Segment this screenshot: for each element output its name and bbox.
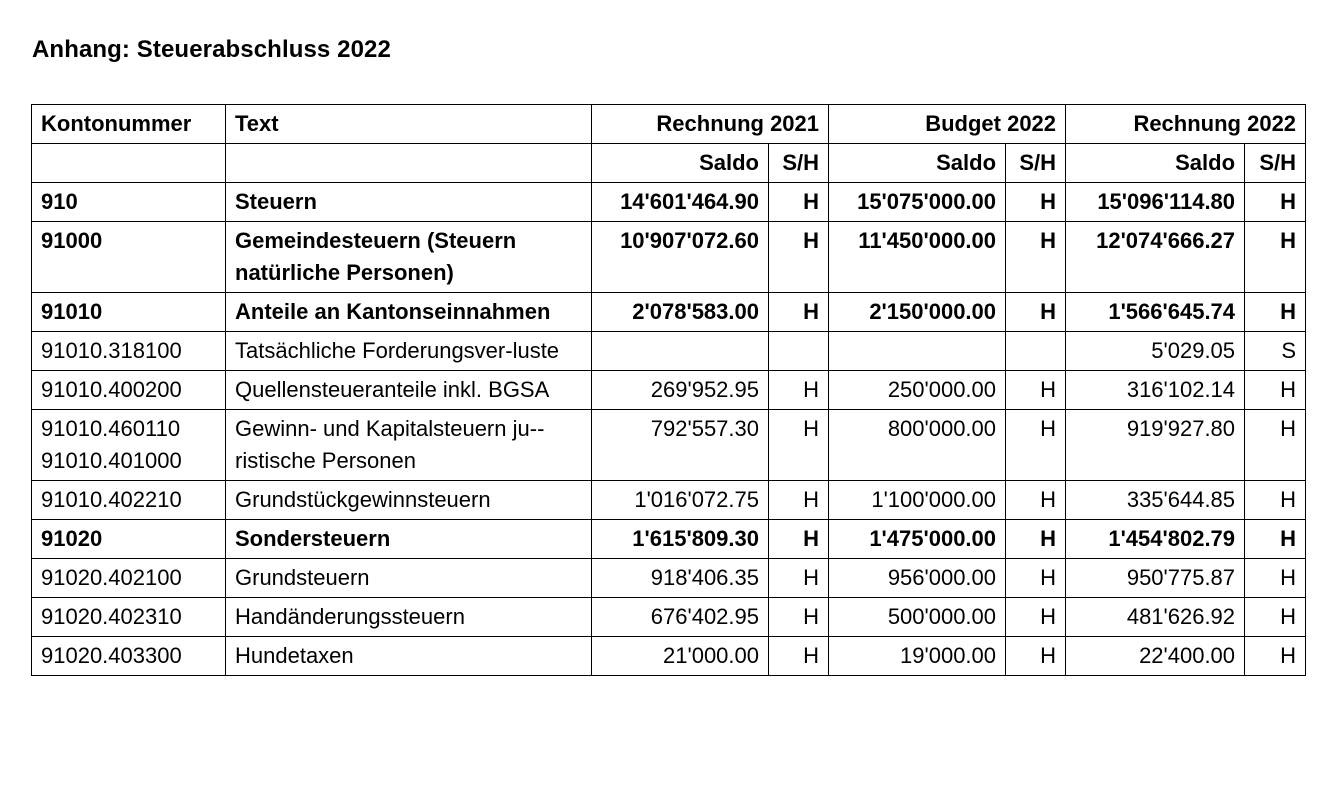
cell-budget-2022-saldo: 1'100'000.00 <box>829 481 1006 520</box>
cell-budget-2022-saldo: 956'000.00 <box>829 559 1006 598</box>
column-header-rechnung-2021: Rechnung 2021 <box>592 105 829 144</box>
cell-budget-2022-saldo: 11'450'000.00 <box>829 222 1006 293</box>
cell-rechnung-2021-sh: H <box>769 598 829 637</box>
subheader-saldo: Saldo <box>1066 144 1245 183</box>
cell-rechnung-2021-sh: H <box>769 559 829 598</box>
cell-rechnung-2022-sh: H <box>1245 637 1306 676</box>
cell-text: Gewinn- und Kapitalsteuern ju-ristische Personen <box>226 410 592 481</box>
cell-budget-2022-saldo: 1'475'000.00 <box>829 520 1006 559</box>
cell-text: Tatsächliche Forderungsver-luste <box>226 332 592 371</box>
cell-text: Grundsteuern <box>226 559 592 598</box>
cell-rechnung-2022-sh: H <box>1245 598 1306 637</box>
cell-rechnung-2021-sh: H <box>769 183 829 222</box>
subheader-sh: S/H <box>1006 144 1066 183</box>
cell-kontonummer: 91000 <box>32 222 226 293</box>
table-row <box>32 481 1306 520</box>
cell-rechnung-2022-saldo: 22'400.00 <box>1066 637 1245 676</box>
cell-budget-2022-sh: H <box>1006 371 1066 410</box>
header-row-subcolumns <box>32 144 1306 183</box>
cell-rechnung-2021-saldo: 14'601'464.90 <box>592 183 769 222</box>
cell-rechnung-2021-saldo: 1'016'072.75 <box>592 481 769 520</box>
subheader-sh: S/H <box>769 144 829 183</box>
cell-text: Handänderungssteuern <box>226 598 592 637</box>
cell-rechnung-2022-sh: H <box>1245 481 1306 520</box>
cell-rechnung-2021-saldo: 918'406.35 <box>592 559 769 598</box>
cell-kontonummer: 91010.460110 91010.401000 <box>32 410 226 481</box>
cell-rechnung-2022-saldo: 481'626.92 <box>1066 598 1245 637</box>
table-row <box>32 183 1306 222</box>
cell-budget-2022-sh <box>1006 332 1066 371</box>
cell-rechnung-2021-sh: H <box>769 410 829 481</box>
cell-budget-2022-sh: H <box>1006 481 1066 520</box>
header-empty-cell <box>226 144 592 183</box>
column-header-kontonummer: Kontonummer <box>32 105 226 144</box>
cell-rechnung-2022-saldo: 919'927.80 <box>1066 410 1245 481</box>
cell-rechnung-2022-saldo: 1'454'802.79 <box>1066 520 1245 559</box>
cell-rechnung-2021-sh <box>769 332 829 371</box>
table-row <box>32 371 1306 410</box>
table-row <box>32 520 1306 559</box>
cell-rechnung-2021-saldo: 10'907'072.60 <box>592 222 769 293</box>
cell-text: Grundstückgewinnsteuern <box>226 481 592 520</box>
cell-kontonummer: 91020.403300 <box>32 637 226 676</box>
cell-rechnung-2021-sh: H <box>769 222 829 293</box>
cell-text: Hundetaxen <box>226 637 592 676</box>
cell-budget-2022-sh: H <box>1006 637 1066 676</box>
cell-kontonummer: 91010.402210 <box>32 481 226 520</box>
cell-rechnung-2021-saldo <box>592 332 769 371</box>
column-header-text: Text <box>226 105 592 144</box>
cell-rechnung-2021-sh: H <box>769 520 829 559</box>
cell-kontonummer: 91020.402310 <box>32 598 226 637</box>
cell-rechnung-2022-sh: S <box>1245 332 1306 371</box>
cell-rechnung-2022-saldo: 1'566'645.74 <box>1066 293 1245 332</box>
cell-rechnung-2022-saldo: 950'775.87 <box>1066 559 1245 598</box>
cell-budget-2022-sh: H <box>1006 598 1066 637</box>
cell-kontonummer: 91020 <box>32 520 226 559</box>
cell-budget-2022-sh: H <box>1006 293 1066 332</box>
column-header-rechnung-2022: Rechnung 2022 <box>1066 105 1306 144</box>
table-row <box>32 293 1306 332</box>
table-row <box>32 598 1306 637</box>
cell-rechnung-2022-sh: H <box>1245 371 1306 410</box>
subheader-saldo: Saldo <box>829 144 1006 183</box>
cell-rechnung-2021-sh: H <box>769 481 829 520</box>
cell-rechnung-2021-sh: H <box>769 637 829 676</box>
cell-rechnung-2021-saldo: 1'615'809.30 <box>592 520 769 559</box>
cell-rechnung-2022-sh: H <box>1245 559 1306 598</box>
cell-rechnung-2021-saldo: 676'402.95 <box>592 598 769 637</box>
table-row <box>32 637 1306 676</box>
cell-rechnung-2021-saldo: 21'000.00 <box>592 637 769 676</box>
table-header <box>32 105 1306 183</box>
cell-budget-2022-sh: H <box>1006 559 1066 598</box>
cell-budget-2022-saldo: 19'000.00 <box>829 637 1006 676</box>
cell-kontonummer: 910 <box>32 183 226 222</box>
tax-statement-table <box>31 104 1306 676</box>
cell-kontonummer: 91010.318100 <box>32 332 226 371</box>
cell-text: Anteile an Kantonseinnahmen <box>226 293 592 332</box>
cell-text: Quellensteueranteile inkl. BGSA <box>226 371 592 410</box>
header-row-groups <box>32 105 1306 144</box>
cell-kontonummer: 91010.400200 <box>32 371 226 410</box>
subheader-sh: S/H <box>1245 144 1306 183</box>
cell-rechnung-2022-saldo: 12'074'666.27 <box>1066 222 1245 293</box>
cell-rechnung-2021-saldo: 269'952.95 <box>592 371 769 410</box>
column-header-budget-2022: Budget 2022 <box>829 105 1066 144</box>
cell-rechnung-2022-saldo: 316'102.14 <box>1066 371 1245 410</box>
cell-budget-2022-saldo: 2'150'000.00 <box>829 293 1006 332</box>
table-body <box>32 183 1306 676</box>
cell-rechnung-2021-saldo: 792'557.30 <box>592 410 769 481</box>
cell-text: Gemeindesteuern (Steuern natürliche Personen) <box>226 222 592 293</box>
page-title: Anhang: Steuerabschluss 2022 <box>32 36 391 63</box>
cell-budget-2022-sh: H <box>1006 520 1066 559</box>
cell-budget-2022-sh: H <box>1006 410 1066 481</box>
cell-kontonummer: 91020.402100 <box>32 559 226 598</box>
table-row <box>32 332 1306 371</box>
cell-rechnung-2022-sh: H <box>1245 222 1306 293</box>
cell-budget-2022-saldo: 15'075'000.00 <box>829 183 1006 222</box>
cell-budget-2022-saldo: 500'000.00 <box>829 598 1006 637</box>
header-empty-cell <box>32 144 226 183</box>
subheader-saldo: Saldo <box>592 144 769 183</box>
cell-rechnung-2022-saldo: 15'096'114.80 <box>1066 183 1245 222</box>
cell-rechnung-2022-saldo: 5'029.05 <box>1066 332 1245 371</box>
cell-budget-2022-sh: H <box>1006 183 1066 222</box>
cell-text: Sondersteuern <box>226 520 592 559</box>
cell-text: Steuern <box>226 183 592 222</box>
cell-rechnung-2021-saldo: 2'078'583.00 <box>592 293 769 332</box>
cell-rechnung-2022-sh: H <box>1245 183 1306 222</box>
cell-rechnung-2022-sh: H <box>1245 520 1306 559</box>
cell-kontonummer: 91010 <box>32 293 226 332</box>
table-row <box>32 410 1306 481</box>
cell-rechnung-2022-sh: H <box>1245 293 1306 332</box>
cell-budget-2022-saldo: 800'000.00 <box>829 410 1006 481</box>
cell-rechnung-2022-sh: H <box>1245 410 1306 481</box>
table-row <box>32 222 1306 293</box>
cell-rechnung-2022-saldo: 335'644.85 <box>1066 481 1245 520</box>
table-row <box>32 559 1306 598</box>
cell-rechnung-2021-sh: H <box>769 371 829 410</box>
cell-budget-2022-saldo <box>829 332 1006 371</box>
cell-budget-2022-saldo: 250'000.00 <box>829 371 1006 410</box>
cell-budget-2022-sh: H <box>1006 222 1066 293</box>
cell-rechnung-2021-sh: H <box>769 293 829 332</box>
